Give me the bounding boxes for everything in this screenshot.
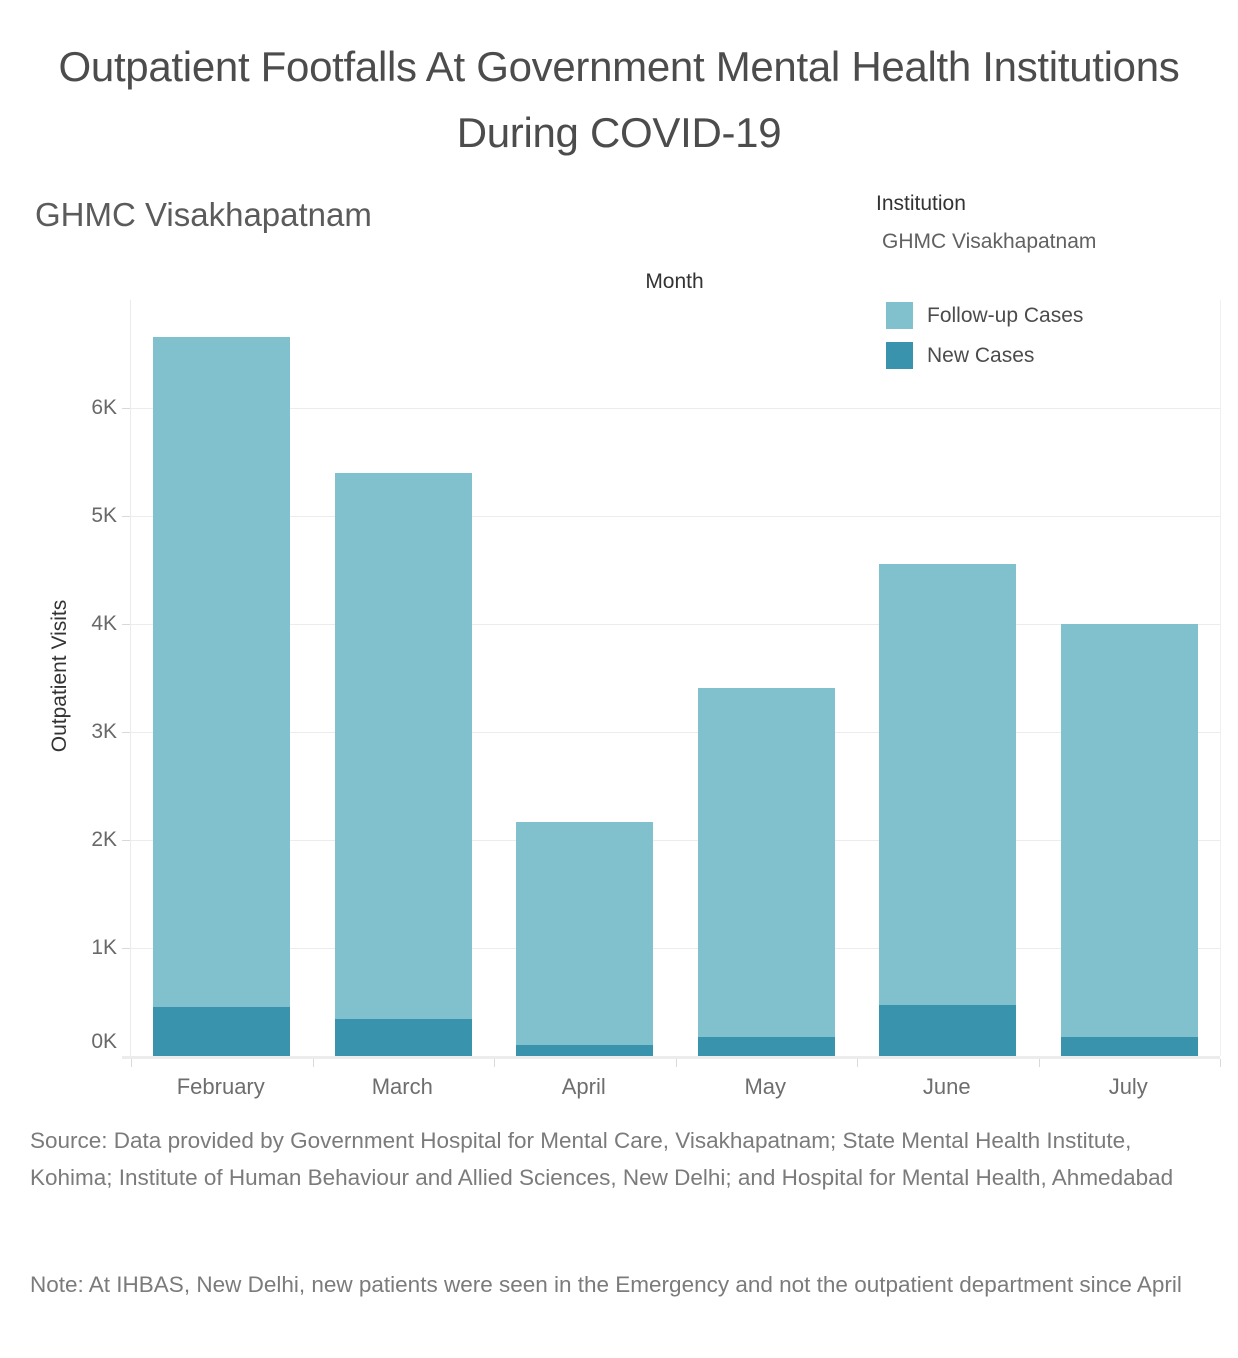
bar-segment-follow-up-cases[interactable] (1061, 624, 1198, 1037)
source-note: Source: Data provided by Government Hospital for Mental Care, Visakhapatnam; State Mental Health Institute, Kohima; Institute of Human Behaviour and Allied Sciences, New Delhi; and Hospital for Mental Health, Ahmedabad (30, 1128, 1174, 1190)
y-axis-title: Outpatient Visits (48, 599, 71, 753)
gridline (131, 516, 1220, 517)
bar-segment-new-cases[interactable] (698, 1037, 835, 1056)
bar-segment-new-cases[interactable] (153, 1007, 290, 1056)
legend-selected-value: GHMC Visakhapatnam (882, 230, 1097, 253)
bar-segment-follow-up-cases[interactable] (335, 473, 472, 1019)
x-tick (313, 1059, 314, 1067)
month-label: March (371, 1074, 433, 1099)
x-tick (857, 1059, 858, 1067)
y-axis-tick-labels (0, 300, 117, 1056)
y-tick-label: 5K (91, 504, 117, 527)
x-axis-line (122, 1056, 1220, 1059)
gridline (131, 624, 1220, 625)
x-axis-title: Month (645, 270, 704, 293)
x-tick (131, 1059, 132, 1067)
gridline (131, 948, 1220, 949)
x-axis-tick-labels (130, 1072, 1219, 1104)
gridline (131, 840, 1220, 841)
month-label: July (1108, 1074, 1148, 1099)
chart-title: Outpatient Footfalls At Government Mental Health Institutions During COVID-19 (58, 43, 1180, 156)
y-tick-label: 2K (91, 828, 117, 851)
bar-segment-new-cases[interactable] (1061, 1037, 1198, 1056)
chart-note: Note: At IHBAS, New Delhi, new patients were seen in the Emergency and not the outpatient department since April (30, 1272, 1182, 1297)
bar-segment-follow-up-cases[interactable] (153, 337, 290, 1008)
month-label: February (176, 1074, 265, 1099)
y-tick (122, 408, 130, 409)
plot-area (130, 300, 1221, 1056)
legend-item-label: New Cases (927, 344, 1035, 367)
bar-segment-follow-up-cases[interactable] (879, 564, 1016, 1006)
y-tick-label: 0K (91, 1030, 117, 1053)
y-tick (122, 732, 130, 733)
bar-segment-new-cases[interactable] (879, 1005, 1016, 1056)
y-tick (122, 840, 130, 841)
gridline (131, 408, 1220, 409)
gridline (131, 732, 1220, 733)
x-tick (494, 1059, 495, 1067)
y-tick-label: 6K (91, 396, 117, 419)
month-label: June (922, 1074, 971, 1099)
bar-segment-new-cases[interactable] (516, 1045, 653, 1056)
y-tick (122, 516, 130, 517)
x-tick (1220, 1059, 1221, 1067)
x-tick (1039, 1059, 1040, 1067)
month-label: April (561, 1074, 606, 1099)
y-tick-label: 1K (91, 936, 117, 959)
bar-segment-follow-up-cases[interactable] (698, 688, 835, 1037)
y-tick-label: 4K (91, 612, 117, 635)
sheet-title: GHMC Visakhapatnam (35, 196, 372, 233)
x-tick (676, 1059, 677, 1067)
legend-title: Institution (876, 192, 966, 215)
y-tick (122, 624, 130, 625)
y-tick (122, 948, 130, 949)
bar-segment-follow-up-cases[interactable] (516, 822, 653, 1046)
legend-item-label: Follow-up Cases (927, 304, 1084, 327)
month-label: May (744, 1074, 787, 1099)
y-tick-label: 3K (91, 720, 117, 743)
bar-segment-new-cases[interactable] (335, 1019, 472, 1056)
